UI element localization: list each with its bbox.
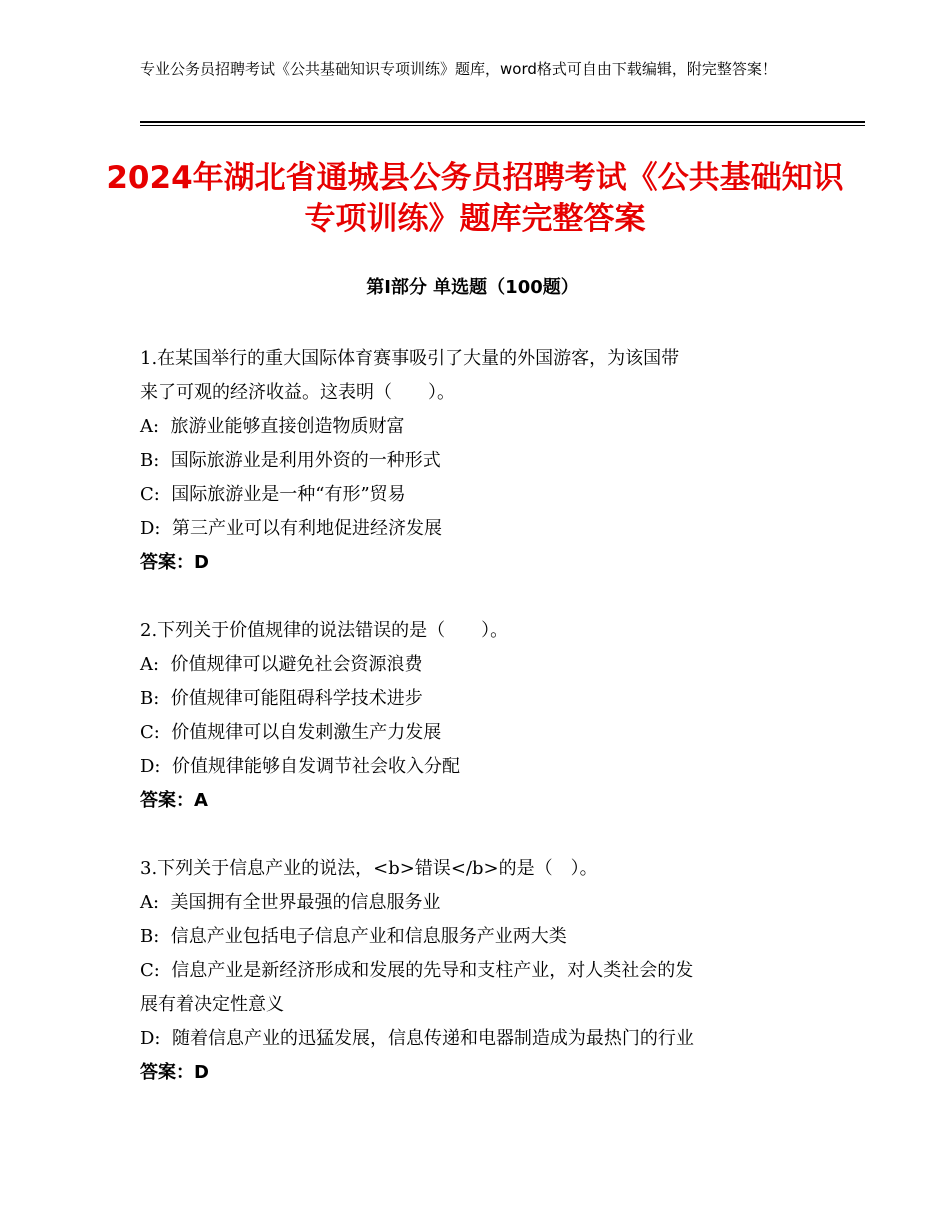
answer: 答案：D: [140, 552, 209, 573]
question-stem-line: 来了可观的经济收益。这表明（ ）。: [140, 382, 455, 403]
question-3: [140, 852, 805, 1090]
option-a: A: 价值规律可以避免社会资源浪费: [140, 654, 423, 675]
option-d: D: 价值规律能够自发调节社会收入分配: [140, 756, 460, 777]
document-title: 2024年湖北省通城县公务员招聘考试《公共基础知识专项训练》题库完整答案: [106, 160, 844, 237]
option-a: A: 旅游业能够直接创造物质财富: [140, 416, 405, 437]
answer: 答案：D: [140, 1062, 209, 1083]
question-list: [140, 342, 805, 1124]
question-stem-line: 2.下列关于价值规律的说法错误的是（ ）。: [140, 620, 509, 641]
option-b: B: 信息产业包括电子信息产业和信息服务产业两大类: [140, 926, 567, 947]
header-rule-thin: [140, 125, 865, 126]
section-title: 第Ⅰ部分 单选题（100题）: [366, 277, 579, 298]
option-b: B: 价值规律可能阻碍科学技术进步: [140, 688, 423, 709]
question-1: [140, 342, 805, 580]
question-stem-line: 1.在某国举行的重大国际体育赛事吸引了大量的外国游客，为该国带: [140, 348, 680, 369]
question-2: [140, 614, 805, 818]
option-d: D: 第三产业可以有利地促进经济发展: [140, 518, 442, 539]
question-stem-line: 3.下列关于信息产业的说法，<b>错误</b>的是（ ）。: [140, 858, 598, 879]
header-rule-thick: [140, 121, 865, 123]
answer: 答案：A: [140, 790, 208, 811]
option-c-continued: 展有着决定性意义: [140, 994, 284, 1015]
option-b: B: 国际旅游业是利用外资的一种形式: [140, 450, 441, 471]
option-c: C: 价值规律可以自发刺激生产力发展: [140, 722, 442, 743]
option-c: C: 信息产业是新经济形成和发展的先导和支柱产业，对人类社会的发: [140, 960, 694, 981]
option-d: D: 随着信息产业的迅猛发展，信息传递和电器制造成为最热门的行业: [140, 1028, 694, 1049]
header-note: 专业公务员招聘考试《公共基础知识专项训练》题库，word格式可自由下载编辑，附完整答案！: [140, 60, 777, 78]
option-a: A: 美国拥有全世界最强的信息服务业: [140, 892, 441, 913]
option-c: C: 国际旅游业是一种“有形”贸易: [140, 484, 406, 505]
